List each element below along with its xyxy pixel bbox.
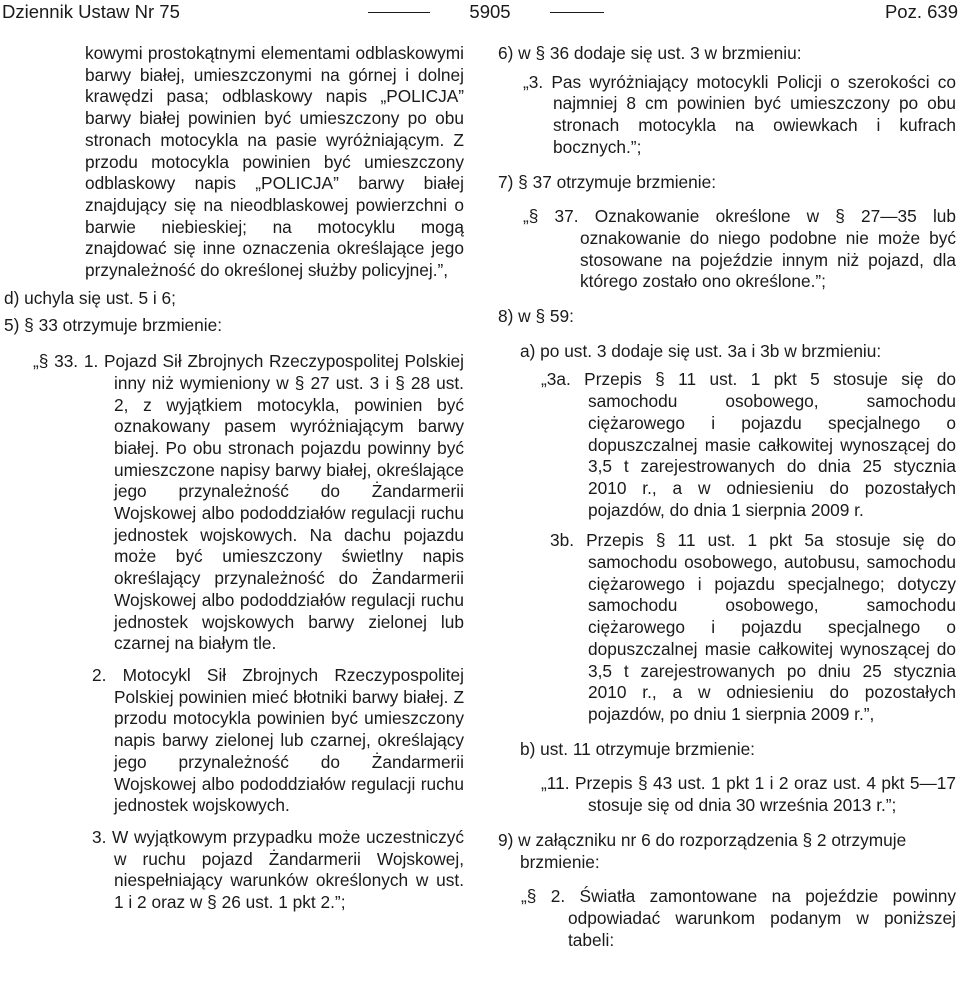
paragraph-59-3b: 3b. Przepis § 11 ust. 1 pkt 5a stosuje się do samochodu osobowego, autobusu, samochodu ciężarowego i pojazdu specjalnego; dotyczy samochodu osobowego, samochodu ciężarowego i pojazdu specjalnego o dopuszczalnej masie całkowitej wynoszącej do 3,5 t zarejestrowanych po dniu 25 stycznia 2010 r., a w odniesieniu do pozostałych pojazdów, po dniu 1 sierpnia 2009 r.”, xyxy=(550,530,956,724)
journal-title: Dziennik Ustaw Nr 75 xyxy=(2,1,180,22)
paragraph-33-2: 2. Motocykl Sił Zbrojnych Rzeczypospolitej Polskiej powinien mieć błotniki barwy białej. Z przodu motocykla powinien być umieszczony napis barwy zielonej lub czarnej, określający jego przynależność do Żandarmerii Wojskowej albo pododdziałów regulacji ruchu jednostek wojskowych. xyxy=(92,664,464,816)
item-d: d) uchyla się ust. 5 i 6; xyxy=(4,287,176,308)
paragraph-36-3: „3. Pas wyróżniający motocykli Policji o szerokości co najmniej 8 cm powinien być umieszczony po obu stronach motocykla na owiewkach i kufrach bocznych.”; xyxy=(523,71,956,157)
item-6: 6) w § 36 dodaje się ust. 3 w brzmieniu: xyxy=(498,43,802,63)
paragraph-37: „§ 37. Oznakowanie określone w § 27—35 lub oznakowanie do niego podobne nie może być stosowane na pojeździe innym niż pojazd, dla którego zostało ono określone.”; xyxy=(523,206,956,292)
paragraph-2: „§ 2. Światła zamontowane na pojeździe powinny odpowiadać warunkom podanym w poniższej tabeli: xyxy=(521,886,956,950)
left-column xyxy=(4,43,464,914)
header-rule-right xyxy=(550,12,604,13)
header-rule-left xyxy=(368,12,430,13)
right-column xyxy=(498,43,956,951)
page-header xyxy=(0,0,960,30)
paragraph-59-11: „11. Przepis § 43 ust. 1 pkt 1 i 2 oraz ust. 4 pkt 5—17 stosuje się od dnia 30 września 2013 r.”; xyxy=(541,773,956,816)
paragraph-33-1: „§ 33. 1. Pojazd Sił Zbrojnych Rzeczypospolitej Polskiej inny niż wymieniony w § 27 ust. 3 i § 28 ust. 2, z wyjątkiem motocykla, powinien być oznakowany pasem wyróżniającym barwy białej. Po obu stronach pojazdu powinny być umieszczone napisy barwy białej, określające jego przynależność do Żandarmerii Wojskowej albo pododdziałów regulacji ruchu jednostek wojskowych. Na dachu pojazdu może być umieszczony świetlny napis określający przynależność do Żandarmerii Wojskowej albo pododdziałów regulacji ruchu jednostek wojskowych barwy zielonej lub czarnej na białym tle. xyxy=(33,351,464,654)
continuation-paragraph: kowymi prostokątnymi elementami odblaskowymi barwy białej, umieszczonymi na górnej i dolnej krawędzi pasa; odblaskowy napis „POLICJA” barwy białej powinien być umieszczony po obu stronach motocykla na pasie wyróżniającym. Z przodu motocykla powinien być umieszczony odblaskowy napis „POLICJA” barwy białej znajdujący się na nieodblaskowej powierzchni o barwie niebieskiej; na motocyklu mogą znajdować się inne oznaczenia określające jego przynależność do określonej służby policyjnej.”, xyxy=(85,43,464,281)
item-7: 7) § 37 otrzymuje brzmienie: xyxy=(498,171,717,192)
item-9: 9) w załączniku nr 6 do rozporządzenia § 2 otrzymuje brzmienie: xyxy=(498,829,907,872)
paragraph-59-3a: „3a. Przepis § 11 ust. 1 pkt 5 stosuje się do samochodu osobowego, samochodu ciężarowego i pojazdu specjalnego o dopuszczalnej masie całkowitej wynoszącej do 3,5 t zarejestrowanych do dnia 25 stycznia 2010 r., a w odniesieniu do pozostałych pojazdów, do dnia 1 sierpnia 2009 r. xyxy=(541,369,956,520)
item-5: 5) § 33 otrzymuje brzmienie: xyxy=(4,315,223,336)
item-8a: a) po ust. 3 dodaje się ust. 3a i 3b w brzmieniu: xyxy=(520,340,882,361)
position-number: Poz. 639 xyxy=(884,1,958,22)
page-number: 5905 xyxy=(469,1,511,22)
item-8b: b) ust. 11 otrzymuje brzmienie: xyxy=(520,738,755,759)
item-8: 8) w § 59: xyxy=(498,306,574,327)
paragraph-33-3: 3. W wyjątkowym przypadku może uczestniczyć w ruchu pojazd Żandarmerii Wojskowej, niespełniający warunków określonych w ust. 1 i 2 oraz w § 26 ust. 1 pkt 2.”; xyxy=(92,826,464,913)
